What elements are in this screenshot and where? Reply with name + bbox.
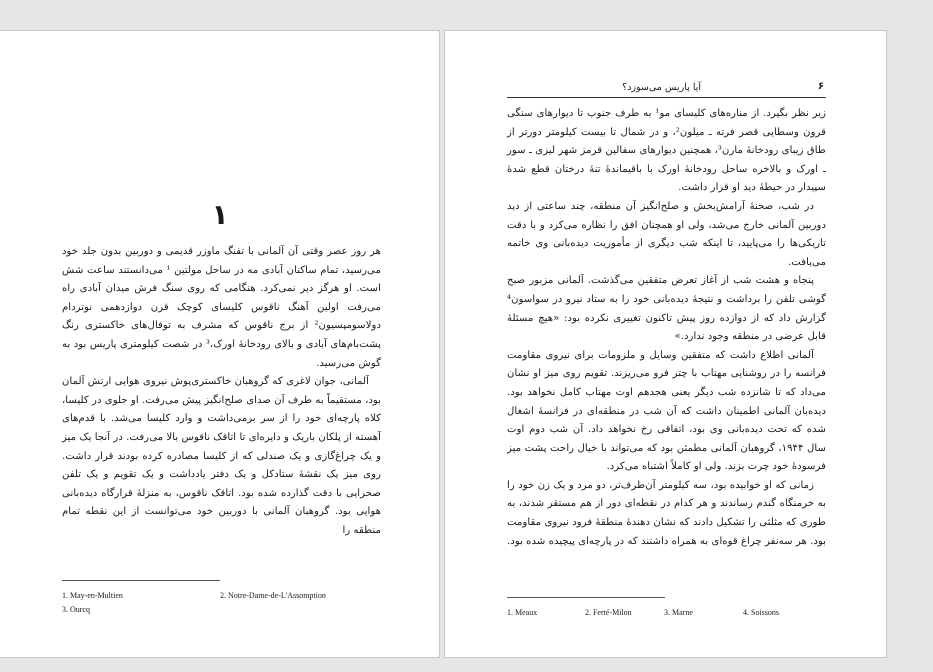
paragraph: آلمانی، جوان لاغری که گروهبان خاکستری‌پوش نیروی هوایی ارتش آلمان بود، مستقیماً به طرف آن صدای صلح‌انگیز پیش می‌رفت. او جلوی در کلیسا، کلاه پارچه‌ای خود را از سر برمی‌داشت و وارد کلیسا می‌شد. با قدم‌های آهسته از پلکان باریک و دایره‌ای تا اتاقک ناقوس بالا می‌رفت. در آنجا یک میز و یک چراغ‌گازی و یک صندلی که از کلیسا مصادره کرده بودند قرار داشت. روی میز یک نقشهٔ ستادکل و یک دفتر یادداشت و یک تقویم و یک تلفن صحرایی با دقت گذارده شده بود. اتاقک ناقوس، به منزلهٔ قرارگاه دیده‌بانی هوایی بود. گروهبان آلمانی با دوربین خود می‌توانست از این نقطه تمام منطقه را	[62, 376, 381, 536]
running-header-title: آیا پاریس می‌سوزد؟	[622, 82, 701, 93]
chapter-number: ١	[211, 198, 229, 231]
footnote: 4. Soissons	[743, 608, 780, 617]
footnote-rule	[507, 597, 665, 598]
footnote-rule	[62, 580, 220, 581]
footnote: 2. Notre-Dame-de-L'Assomption	[220, 591, 326, 600]
paragraph: زمانی که او خوابیده بود، سه کیلومتر آن‌طرف‌تر، دو مرد و یک زن خود را به خرمنگاه گندم رساندند و هر کدام در نقطه‌ای دور از هم مستقر شدند، به طوری که مثلثی را تشکیل دادند که نشان دهندهٔ منطقهٔ فرود نیروی مقاومت بود. هر سه‌نفر چراغ قوه‌ای به همراه داشتند که در پارچه‌ای پیچیده شده بود.	[507, 479, 826, 547]
paragraph: زیر نظر بگیرد. از مناره‌های کلیسای مو¹ به طرف جنوب تا دیوارهای سنگی قرون وسطایی قصر فرته ـ میلون²، و در شمال تا بیست کیلومتر دورتر از طاق زیبای رودخانهٔ مارن³، همچنین دیوارهای سفالین قرمز شهر لیزی ـ سور ـ اورک و بالاخره ساحل رودخانهٔ اورک با باقیماندهٔ تنهٔ درختان قطع شدهٔ سپیدار در حیطهٔ دید او قرار داشت.	[507, 108, 827, 194]
page-number: ۶	[817, 81, 824, 92]
left-page	[0, 30, 440, 658]
footnote: 3. Marne	[664, 608, 693, 617]
paragraph: هر روز عصر وقتی آن آلمانی با تفنگ ماوزر قدیمی و دوربین بدون جلد خود می‌رسید، تمام ساکنان آبادی مه در ساحل مولتین ¹ می‌دانستند ساعت شش است. او هرگز دیر نمی‌کرد. هنگامی که روی سنگ فرش میدان آبادی راه می‌رفت اولین آهنگ ناقوس کلیسای کوچک قرن دوازدهمی نوتردام دولاسومپسیون² از برج ناقوس که مشرف به توفال‌های خاکستری رنگ پشت‌بام‌های آبادی و بالای رودخانهٔ اورک،³ در شصت کیلومتری پاریس بود به گوش می‌رسید.	[62, 246, 382, 369]
paragraph: در شب، صحنهٔ آرامش‌بخش و صلح‌انگیز آن منطقه، چند ساعتی از دید دوربین آلمانی خارج می‌شد، ولی او همچنان افق را نظاره می‌کرد و با دقت تاریکی‌ها را می‌پایید، تا اینکه شب دیگری از مأموریت دیده‌بانی وی خاتمه می‌یافت.	[507, 200, 826, 268]
footnote: 2. Ferté-Milon	[585, 608, 632, 617]
footnote: 1. May-en-Multien	[62, 591, 123, 600]
paragraph: پنجاه و هشت شب از آغاز تعرض متفقین می‌گذشت. آلمانی مزبور صبح گوشی تلفن را برداشت و نتیجهٔ دیده‌بانی خود را به ستاد نیرو در سواسون⁴ گزارش داد که از دوازده روز پیش تاکنون تغییری نکرده بود: «هیچ مسئلهٔ قابل عرضی در منطقه وجود ندارد.»	[507, 275, 826, 343]
left-page-body	[62, 243, 381, 541]
paragraph: آلمانی اطلاع داشت که متفقین وسایل و ملزومات برای نیروی مقاومت فرانسه را در روشنایی مهتاب با چتر فرو می‌ریزند. تقویم روی میز او نشان می‌داد که تا شانزده شب دیگر یعنی هجدهم اوت مهتاب کامل نخواهد بود. دیده‌بان آلمانی اطمینان داشت که آن شب در منطقه‌ای در فرانسهٔ اشغال شده که تحت دیده‌بانی وی بود، اتفاقی رخ نخواهد داد. آن شب دوم اوت سال ۱۹۴۴، گروهبان آلمانی مطمئن بود که می‌تواند با خیال راحت پشت میز فرسودهٔ خود چرت بزند. ولی او کاملاً اشتباه می‌کرد.	[507, 349, 826, 473]
right-page-body	[507, 105, 826, 551]
footnote: 3. Ourcq	[62, 605, 90, 614]
running-header	[507, 82, 826, 98]
footnote: 1. Meaux	[507, 608, 538, 617]
right-page	[444, 30, 887, 658]
